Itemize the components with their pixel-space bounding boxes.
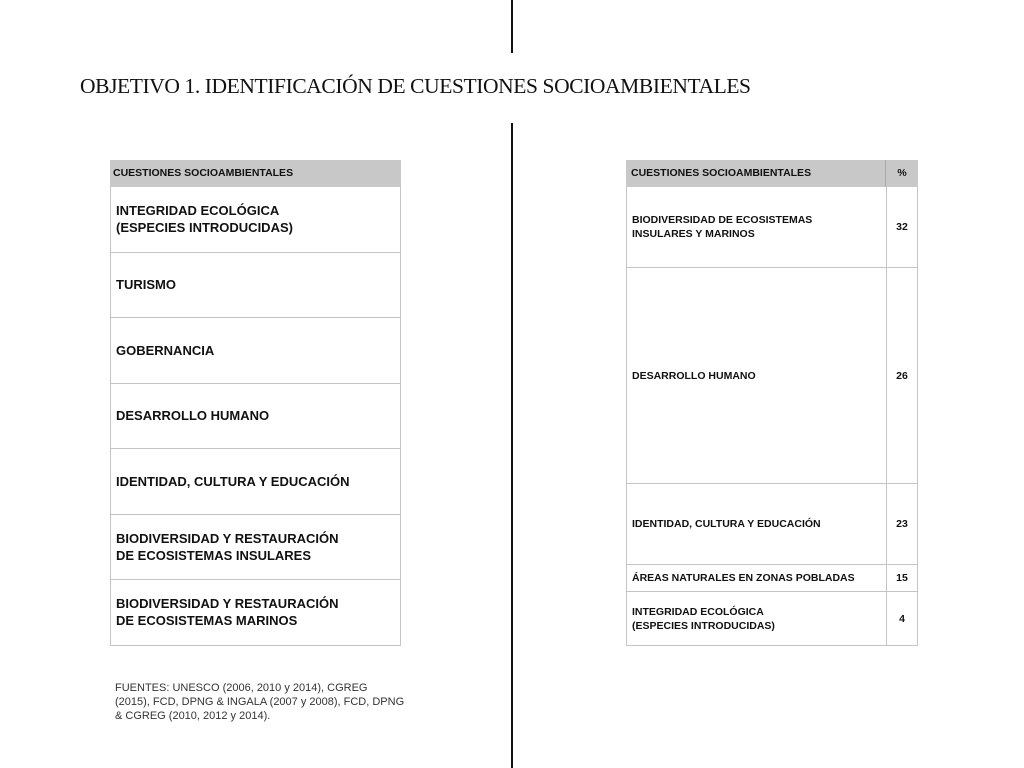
- divider-line-top: [511, 0, 513, 53]
- issue-line-2: DE ECOSISTEMAS INSULARES: [116, 547, 312, 563]
- issue-line-1: DESARROLLO HUMANO: [632, 369, 756, 382]
- sources-note: FUENTES: UNESCO (2006, 2010 y 2014), CGREG (2015), FCD, DPNG & INGALA (2007 y 2008), FCD, DPNG & CGREG (2010, 2012 y 2014).: [115, 682, 405, 722]
- issue-line-1: BIODIVERSIDAD DE ECOSISTEMAS: [632, 214, 813, 226]
- percentage-table-header: [626, 160, 918, 187]
- percentage-row: [626, 565, 918, 592]
- percentage-row: [626, 268, 918, 484]
- percent-value: 23: [896, 518, 908, 530]
- issues-row: [110, 580, 401, 646]
- page-title: OBJETIVO 1. IDENTIFICACIÓN DE CUESTIONES SOCIOAMBIENTALES: [80, 74, 751, 98]
- issue-line-1: IDENTIDAD, CULTURA Y EDUCACIÓN: [116, 473, 350, 489]
- issue-line-1: GOBERNANCIA: [116, 342, 215, 358]
- header-percent: %: [897, 167, 907, 179]
- divider-line-bottom: [511, 123, 513, 768]
- issue-line-1: ÁREAS NATURALES EN ZONAS POBLADAS: [632, 572, 855, 584]
- percentage-table: [626, 160, 918, 646]
- issue-line-1: BIODIVERSIDAD Y RESTAURACIÓN: [116, 596, 339, 612]
- issues-table: [110, 160, 401, 646]
- issue-line-1: BIODIVERSIDAD Y RESTAURACIÓN: [116, 530, 339, 546]
- issues-row: [110, 449, 401, 515]
- issue-line-1: DESARROLLO HUMANO: [116, 408, 270, 424]
- percent-value: 26: [896, 369, 908, 382]
- issue-line-1: TURISMO: [116, 277, 176, 293]
- issues-row: [110, 187, 401, 253]
- issue-line-2: (ESPECIES INTRODUCIDAS): [632, 619, 775, 632]
- issue-line-2: INSULARES Y MARINOS: [632, 228, 755, 240]
- issue-line-1: INTEGRIDAD ECOLÓGICA: [116, 203, 280, 219]
- issues-row: [110, 515, 401, 581]
- percentage-row: [626, 484, 918, 565]
- percentage-row: [626, 592, 918, 646]
- percent-value: 32: [896, 221, 908, 233]
- issues-row: [110, 318, 401, 384]
- issue-line-2: DE ECOSISTEMAS MARINOS: [116, 613, 298, 629]
- issue-line-2: (ESPECIES INTRODUCIDAS): [116, 220, 293, 236]
- issues-row: [110, 253, 401, 319]
- percentage-row: [626, 187, 918, 268]
- issue-line-1: INTEGRIDAD ECOLÓGICA: [632, 605, 764, 618]
- issues-row: [110, 384, 401, 450]
- issues-table-header: CUESTIONES SOCIOAMBIENTALES: [110, 160, 401, 187]
- percent-value: 15: [896, 572, 908, 584]
- header-issues: CUESTIONES SOCIOAMBIENTALES: [626, 160, 886, 187]
- percent-value: 4: [899, 612, 905, 625]
- issue-line-1: IDENTIDAD, CULTURA Y EDUCACIÓN: [632, 518, 821, 530]
